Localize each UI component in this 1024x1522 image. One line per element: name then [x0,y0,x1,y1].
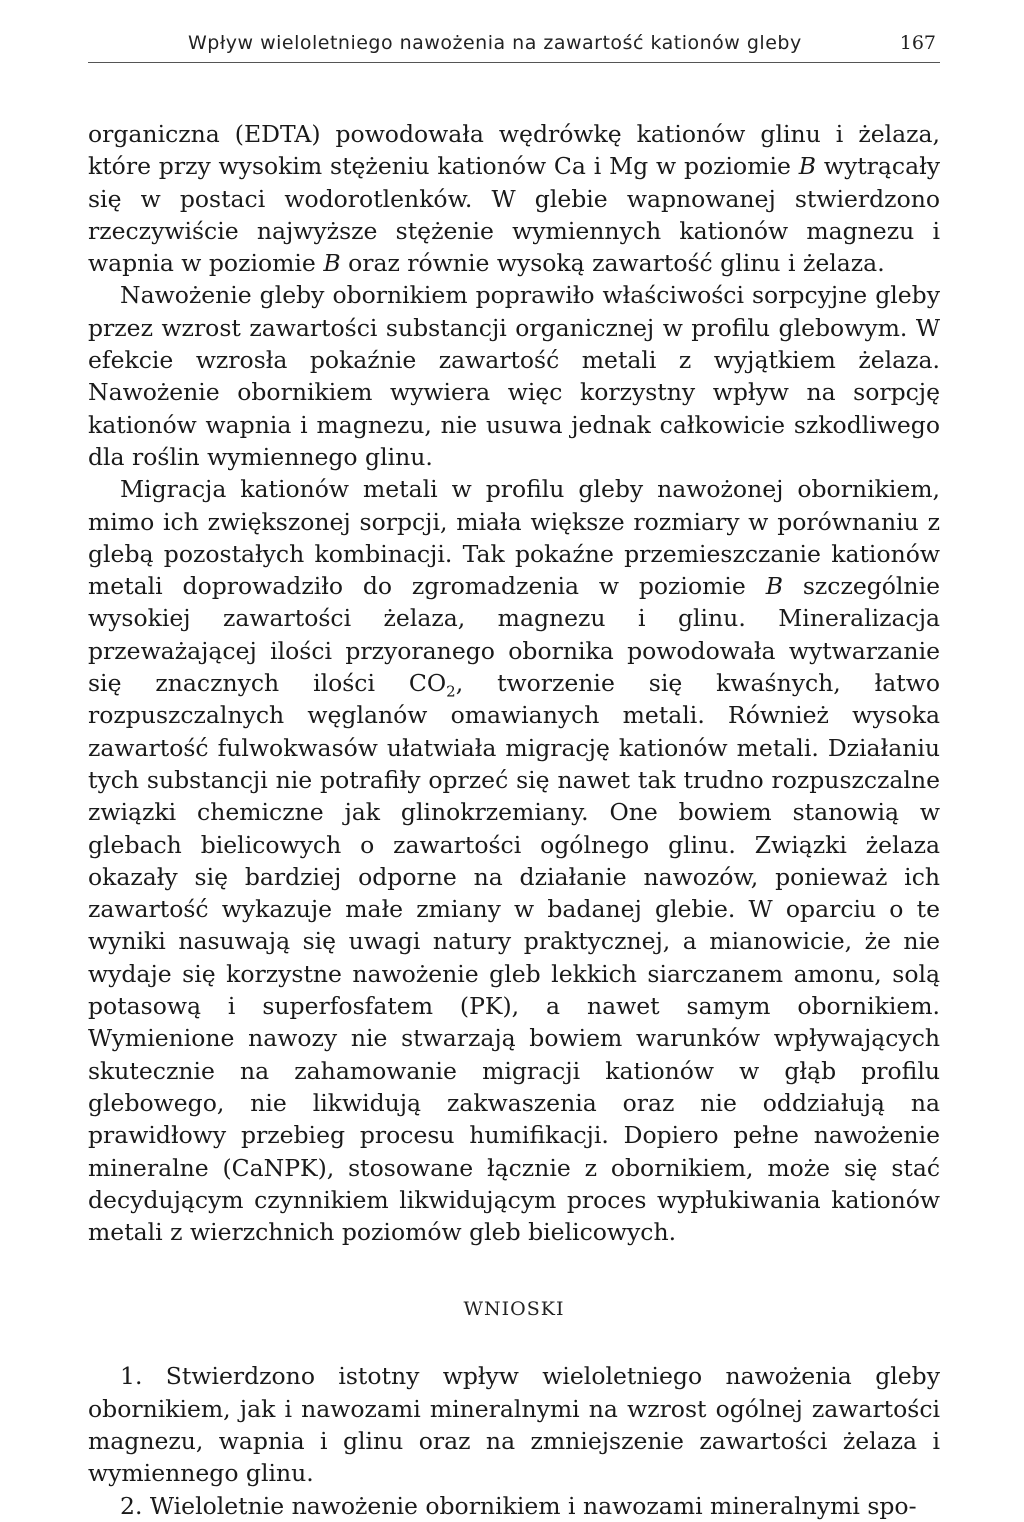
running-head [88,28,940,63]
page [88,28,940,1522]
page-number: 167 [899,32,936,54]
paragraph: Nawożenie gleby obornikiem poprawiło właściwości sorpcyjne gleby przez wzrost zawartości substancji organicznej w profilu glebowym. W efekcie wzrosła pokaźnie zawartość metali z wyjątkiem żelaza. Nawożenie obornikiem wywiera więc korzystny wpływ na sorpcję kationów wapnia i magnezu, nie usuwa jednak całkowicie szkodliwego dla roślin wymiennego glinu. [88,281,940,471]
section-heading: WNIOSKI [463,1298,565,1321]
paragraph: Migracja kationów metali w profilu gleby nawożonej obornikiem, mimo ich zwiększonej sorpcji, miała większe rozmiary w porównaniu z glebą pozostałych kombinacji. Tak pokaźne przemieszczanie kationów metali doprowadziło do zgromadzenia w poziomie B szczególnie wysokiej zawartości żelaza, magnezu i glinu. Mineralizacja przeważającej ilości przyoranego obornika powodowała wytwarzanie się znacznych ilości $CO_2$, tworzenie się kwaśnych, łatwo rozpuszczalnych węglanów omawianych metali. Również wysoka zawartość fulwokwasów ułatwiała migrację kationów metali. Działaniu tych substancji nie potrafiły oprzeć się nawet tak trudno rozpuszczalne związki chemiczne jak glinokrzemiany. One bowiem stanowią w glebach bielicowych o zawartości ogólnego glinu. Związki żelaza okazały się bardziej odporne na działanie nawozów, ponieważ ich zawartość wykazuje małe zmiany w badanej glebie. W oparciu o te wyniki nasuwają się uwagi natury praktycznej, a mianowicie, że nie wydaje się korzystne nawożenie gleb lekkich siarczanem amonu, solą potasową i superfosfatem (PK), a nawet samym obornikiem. Wymienione nawozy nie stwarzają bowiem warunków wpływających skutecznie na zahamowanie migracji kationów w głąb profilu glebowego, nie likwidują zakwaszenia oraz nie oddziałują na prawidłowy przebieg procesu humifikacji. Dopiero pełne nawożenie mineralne (CaNPK), stosowane łącznie z obornikiem, może się stać decydującym czynnikiem likwidującym proces wypłukiwania kationów metali z wierzchnich poziomów gleb bielicowych. [88,475,940,1247]
paragraph: organiczna (EDTA) powodowała wędrówkę kationów glinu i żelaza, które przy wysokim stężeniu kationów Ca i Mg w poziomie B wytrącały się w postaci wodorotlenków. W glebie wapnowanej stwierdzono rzeczywiście najwyższe stężenie wymiennych kationów magnezu i wapnia w poziomie B oraz równie wysoką zawartość glinu i żelaza. [88,120,940,278]
conclusion-item [88,1360,940,1489]
conclusion-item [88,1490,940,1522]
body-text [88,118,940,1522]
running-title: Wpływ wieloletniego nawożenia na zawartość kationów gleby [188,32,802,54]
conclusion-text: Stwierdzono istotny wpływ wieloletniego nawożenia gleby obornikiem, jak i nawozami mineralnymi na wzrost ogólnej zawartości magnezu, wapnia i glinu oraz na zmniejszenie zawartości żelaza i wymiennego glinu. [88,1362,940,1488]
italic-symbol: B [765,572,783,601]
italic-symbol: B [323,249,341,278]
conclusion-number: 1. [120,1362,143,1391]
conclusion-text: Wieloletnie nawożenie obornikiem i nawozami mineralnymi spo- [149,1491,917,1520]
italic-symbol: B [798,152,817,181]
subscript: 2 [446,682,456,701]
conclusion-number: 2. [120,1491,143,1520]
